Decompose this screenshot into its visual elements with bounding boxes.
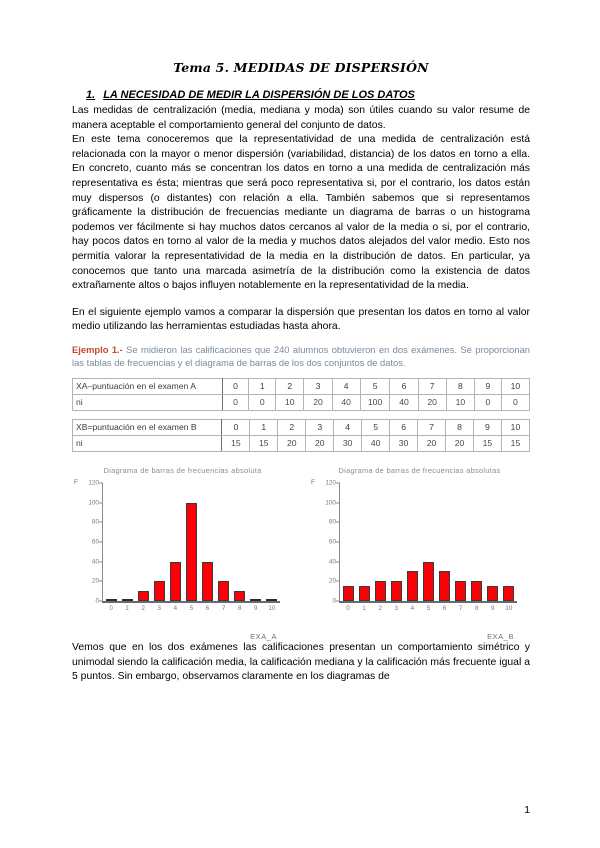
chart-a-ytick-100: 100: [88, 499, 99, 507]
table-a-n-5: 100: [360, 394, 390, 410]
chart-b-xtick-3: 3: [394, 604, 398, 612]
table-b-n-3: 20: [306, 435, 334, 451]
table-a-n-2: 10: [276, 394, 304, 410]
chart-a-xtick-0: 0: [109, 604, 113, 612]
chart-b-bar-cell: [453, 483, 469, 601]
chart-a-bar-6: [202, 562, 213, 601]
table-b-n-7: 20: [418, 435, 446, 451]
chart-a-bar-cell: [183, 483, 199, 601]
page-content: [72, 60, 530, 685]
chart-b-ytick-120: 120: [325, 479, 336, 487]
chart-b-bar-cell: [340, 483, 356, 601]
chart-b-xtick-4: 4: [410, 604, 415, 612]
frequency-table-b-wrapper: [72, 419, 530, 452]
chart-a-ytick-60: 60: [91, 538, 99, 546]
chart-a-bar-5: [186, 503, 197, 601]
table-b-x-1: 1: [250, 419, 278, 435]
table-a-n-0: 0: [222, 394, 249, 410]
section-heading-text: LA NECESIDAD DE MEDIR LA DISPERSIÓN DE LOS DATOS: [103, 89, 415, 101]
table-b-n-8: 20: [446, 435, 474, 451]
chart-b-bar-8: [471, 581, 482, 601]
example-block: [72, 343, 530, 370]
table-row: [73, 419, 530, 435]
table-a-n-3: 20: [304, 394, 332, 410]
table-b-n-10: 15: [501, 435, 529, 451]
chart-b-bar-cell: [404, 483, 420, 601]
table-b-n-9: 15: [473, 435, 501, 451]
chart-b-xtick-1: 1: [362, 604, 366, 612]
chart-b-bars: [340, 483, 517, 601]
chart-a-x-ticks: [103, 605, 280, 612]
frequency-table-a-wrapper: [72, 378, 530, 411]
chart-b-bar-cell: [356, 483, 372, 601]
table-a-x-4: 4: [332, 378, 360, 394]
chart-b-xtick-7: 7: [458, 604, 463, 612]
chart-b-bar-6: [439, 571, 450, 601]
chart-b-bar-0: [343, 586, 354, 601]
chart-a-ytick-0: 0: [95, 597, 99, 605]
table-a-x-2: 2: [276, 378, 304, 394]
chart-b-axes: [325, 479, 517, 605]
table-a-x-6: 6: [390, 378, 418, 394]
chart-a-bar-cell: [167, 483, 183, 601]
chart-a-bar-cell: [135, 483, 151, 601]
table-b-x-7: 7: [418, 419, 446, 435]
page-number: 1: [524, 805, 530, 816]
table-a-n-6: 40: [390, 394, 418, 410]
chart-b-ytick-40: 40: [328, 558, 336, 566]
chart-a-bar-4: [170, 562, 181, 601]
table-a-x-9: 9: [474, 378, 501, 394]
table-b-x-0: 0: [222, 419, 250, 435]
paragraph-1: Las medidas de centralización (media, mediana y moda) son útiles cuando su valor resume de manera aceptable el comportamiento general del conjunto de datos.: [72, 105, 530, 131]
bar-chart-exam-a: [72, 466, 293, 641]
chart-a-bar-10: [266, 599, 277, 601]
table-a-n-1: 0: [249, 394, 276, 410]
table-b-x-9: 9: [473, 419, 501, 435]
table-row: [73, 435, 530, 451]
chart-b-bar-cell: [388, 483, 404, 601]
table-a-x-3: 3: [304, 378, 332, 394]
chart-a-bar-0: [106, 599, 117, 601]
chart-b-xtick-0: 0: [346, 604, 350, 612]
closing-paragraph: Vemos que en los dos exámenes las calificaciones presentan un comportamiento simétrico y unimodal siendo la calificación media, la calificación mediana y la calificación más frecuente igual a 5 puntos. Sin embargo, observamos claramente en los diagramas de: [72, 641, 530, 683]
chart-b-xtick-9: 9: [491, 604, 495, 612]
table-b-n-1: 15: [250, 435, 278, 451]
chart-b-title: Diagrama de barras de frecuencias absolutas: [338, 465, 501, 475]
chart-a-x-axis-line: [102, 601, 280, 603]
chart-a-bar-8: [234, 591, 245, 601]
chart-b-xtick-2: 2: [378, 604, 382, 612]
chart-a-bar-cell: [119, 483, 135, 601]
chart-b-bar-5: [423, 562, 434, 601]
table-a-x-0: 0: [222, 378, 249, 394]
table-b-x-10: 10: [501, 419, 529, 435]
chart-a-bar-7: [218, 581, 229, 601]
chart-b-bar-3: [391, 581, 402, 601]
table-b-n-2: 20: [278, 435, 306, 451]
chart-a-bar-2: [138, 591, 149, 601]
table-b-label-x: XB=puntuación en el examen B: [73, 419, 222, 435]
chart-a-xtick-9: 9: [254, 604, 258, 612]
chart-a-xtick-8: 8: [237, 604, 242, 612]
table-b-n-0: 15: [222, 435, 250, 451]
chart-b-bar-cell: [372, 483, 388, 601]
table-a-label-n: ni: [73, 394, 223, 410]
table-a-n-9: 0: [474, 394, 501, 410]
chart-b-xtick-10: 10: [505, 604, 513, 612]
chart-a-bar-cell: [216, 483, 232, 601]
table-a-x-8: 8: [446, 378, 474, 394]
chart-a-bar-cell: [151, 483, 167, 601]
chart-b-ytick-80: 80: [328, 518, 336, 526]
chart-b-bar-7: [455, 581, 466, 601]
bar-chart-exam-b: [309, 466, 530, 641]
chart-b-bar-10: [503, 586, 514, 601]
example-tag: Ejemplo 1.-: [72, 343, 123, 355]
chart-a-xtick-7: 7: [221, 604, 226, 612]
chart-b-bar-cell: [469, 483, 485, 601]
chart-a-ytick-40: 40: [91, 558, 99, 566]
chart-b-ytick-60: 60: [328, 538, 336, 546]
table-a-n-10: 0: [501, 394, 529, 410]
table-b-x-4: 4: [334, 419, 362, 435]
charts-row: [72, 466, 530, 641]
frequency-table-b: [72, 419, 530, 452]
chart-a-xtick-10: 10: [268, 604, 276, 612]
chart-b-ytick-20: 20: [328, 577, 336, 585]
chart-a-bar-9: [250, 599, 261, 601]
table-b-x-8: 8: [446, 419, 474, 435]
table-a-n-8: 10: [446, 394, 474, 410]
chart-a-ytick-20: 20: [91, 577, 99, 585]
chart-b-xtick-6: 6: [442, 604, 447, 612]
paragraph-2: En este tema conoceremos que la representatividad de una medida de centralización está relacionada con la mayor o menor dispersión (variabilidad, distancia) de los datos en torno a ella. En concreto, cuanto más se concentran los datos en torno a una medida de centralización más representativa es ésta; mientras que será poco representativa si, por el contrario, los datos están muy dispersos (o distantes) con relación a ella. También sabemos que si representamos gráficamente la distribución de frecuencias mediante un diagrama de barras o un histograma podemos ver fácilmente si hay muchos datos cercanos al valor de la media o si, por el contrario, hay pocos datos en torno al valor de la media y muchos datos alejados del valor medio. Esto nos permitía valorar la representatividad de la media en la distribución de datos. En particular, ya conocemos que tanto una marcada asimetría de la distribución como la existencia de datos extrañamente altos o bajos influyen notablemente en la representatividad de la media.: [72, 134, 530, 292]
chart-b-xlabel: EXA_B: [487, 631, 514, 641]
chart-a-xtick-4: 4: [173, 604, 178, 612]
chart-a-bars: [103, 483, 280, 601]
table-b-x-2: 2: [278, 419, 306, 435]
chart-b-bar-9: [487, 586, 498, 601]
table-a-n-7: 20: [418, 394, 446, 410]
chart-a-ytick-80: 80: [91, 518, 99, 526]
chart-a-bar-1: [122, 599, 133, 601]
chart-a-bar-cell: [200, 483, 216, 601]
chart-a-ytick-120: 120: [88, 479, 99, 487]
chart-a-axes: [88, 479, 280, 605]
chart-b-bar-2: [375, 581, 386, 601]
table-b-x-5: 5: [362, 419, 390, 435]
table-a-x-1: 1: [249, 378, 276, 394]
chart-b-plot: [309, 477, 530, 623]
chart-a-xtick-2: 2: [141, 604, 145, 612]
chart-b-ytick-100: 100: [325, 499, 336, 507]
section-heading: [72, 89, 530, 101]
table-b-x-3: 3: [306, 419, 334, 435]
table-b-x-6: 6: [390, 419, 418, 435]
chart-b-xtick-5: 5: [426, 604, 431, 612]
table-b-label-n: ni: [73, 435, 222, 451]
chart-a-bar-cell: [103, 483, 119, 601]
table-a-x-5: 5: [360, 378, 390, 394]
chart-b-bar-4: [407, 571, 418, 601]
example-text: Se midieron las calificaciones que 240 alumnos obtuvieron en dos exámenes. Se proporcionan las tablas de frecuencias y el diagrama de barras de los dos conjuntos de datos.: [72, 343, 530, 369]
chart-a-bar-cell: [248, 483, 264, 601]
chart-b-bar-cell: [420, 483, 436, 601]
table-a-x-7: 7: [418, 378, 446, 394]
chart-a-title: Diagrama de barras de frecuencias absoluta: [103, 465, 262, 475]
chart-a-xtick-3: 3: [157, 604, 161, 612]
paragraph-3: En el siguiente ejemplo vamos a comparar la dispersión que presentan los datos en torno al valor medio utilizando las herramientas estudiadas hasta ahora.: [72, 306, 530, 333]
chart-a-xtick-5: 5: [189, 604, 194, 612]
chart-a-bar-cell: [232, 483, 248, 601]
frequency-table-a: [72, 378, 530, 411]
chart-a-xlabel: EXA_A: [250, 631, 277, 641]
chart-b-bar-cell: [501, 483, 517, 601]
table-b-n-6: 30: [390, 435, 418, 451]
chart-a-bar-cell: [264, 483, 280, 601]
chart-a-plot: [72, 477, 293, 623]
chart-b-x-ticks: [340, 605, 517, 612]
chart-b-ytick-0: 0: [332, 597, 336, 605]
chart-a-bar-3: [154, 581, 165, 601]
chart-a-xtick-1: 1: [125, 604, 129, 612]
chart-b-bar-cell: [437, 483, 453, 601]
chart-b-xtick-8: 8: [474, 604, 479, 612]
table-a-n-4: 40: [332, 394, 360, 410]
chart-b-ylabel: F: [311, 478, 315, 486]
table-b-n-4: 30: [334, 435, 362, 451]
document-title: Tema 5. MEDIDAS DE DISPERSIÓN: [173, 60, 429, 75]
chart-a-xtick-6: 6: [205, 604, 210, 612]
table-a-x-10: 10: [501, 378, 529, 394]
table-b-n-5: 40: [362, 435, 390, 451]
chart-b-bar-1: [359, 586, 370, 601]
chart-b-bar-cell: [485, 483, 501, 601]
table-a-label-x: XA–puntuación en el examen A: [73, 378, 223, 394]
table-row: [73, 394, 530, 410]
chart-b-x-axis-line: [339, 601, 517, 603]
section-number: 1.: [86, 89, 96, 101]
table-row: [73, 378, 530, 394]
chart-a-ylabel: F: [74, 478, 78, 486]
